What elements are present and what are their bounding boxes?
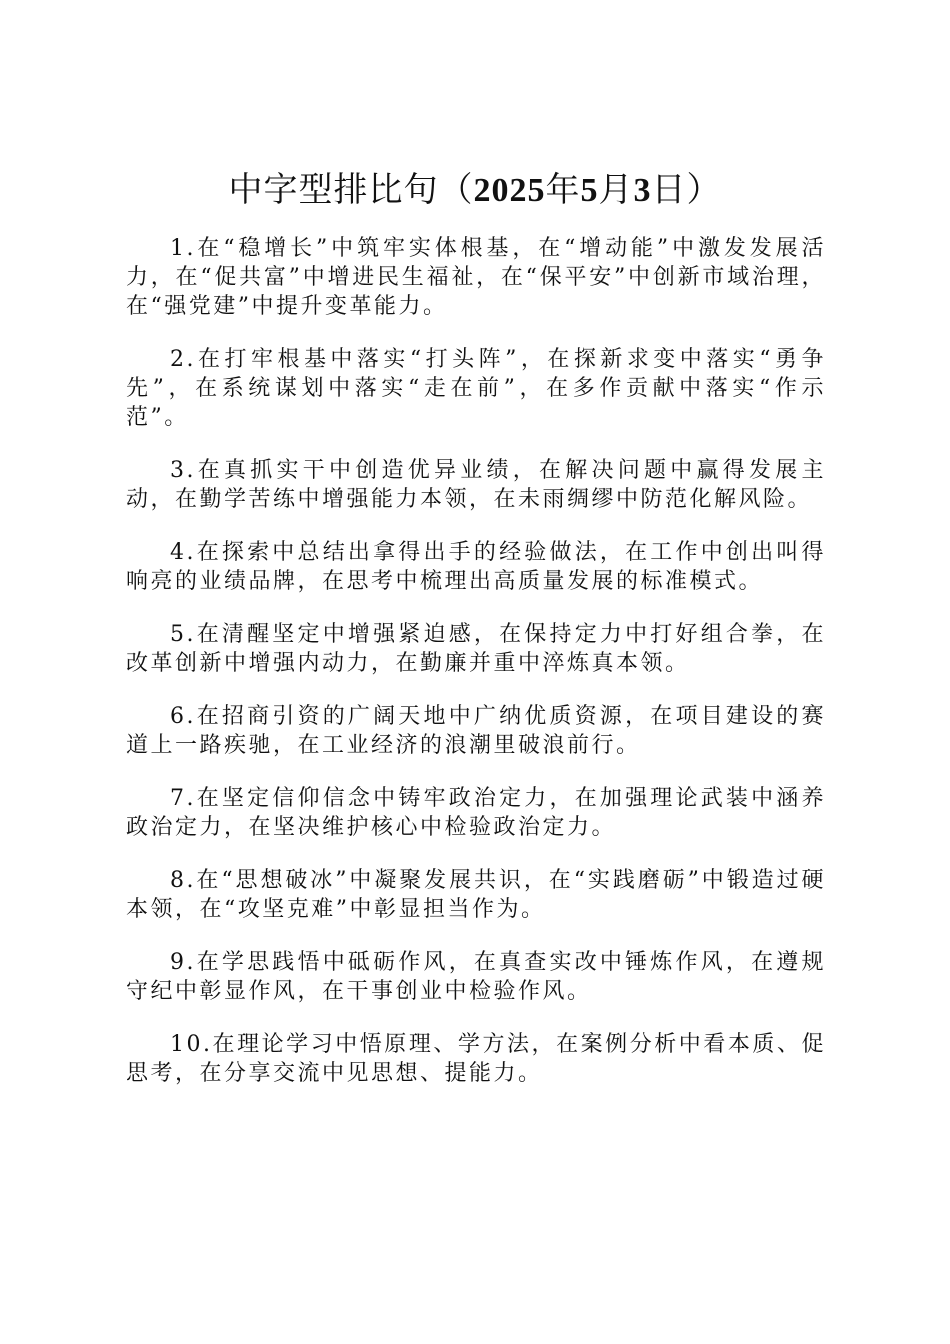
title-suffix: 日） (651, 170, 722, 210)
paragraph-4: 4.在探索中总结出拿得出手的经验做法，在工作中创出叫得响亮的业绩品牌，在思考中梳理出高质量发展的标准模式。 (126, 540, 826, 594)
title-month: 5 (580, 172, 599, 209)
title-year-unit: 年 (545, 170, 581, 210)
paragraph-2: 2.在打牢根基中落实“打头阵”，在探新求变中落实“勇争先”，在系统谋划中落实“走在前”，在多作贡献中落实“作示范”。 (126, 347, 826, 430)
paragraph-1: 1.在“稳增长”中筑牢实体根基，在“增动能”中激发发展活力，在“促共富”中增进民生福祉，在“保平安”中创新市域治理，在“强党建”中提升变革能力。 (126, 236, 826, 319)
document-body (126, 234, 826, 1112)
paragraph-6: 6.在招商引资的广阔天地中广纳优质资源，在项目建设的赛道上一路疾驰，在工业经济的浪潮里破浪前行。 (126, 704, 826, 758)
paragraph-9: 9.在学思践悟中砥砺作风，在真查实改中锤炼作风，在遵规守纪中彰显作风，在干事创业中检验作风。 (126, 950, 826, 1004)
title-month-unit: 月 (598, 170, 634, 210)
paragraph-8: 8.在“思想破冰”中凝聚发展共识，在“实践磨砺”中锻造过硬本领，在“攻坚克难”中彰显担当作为。 (126, 868, 826, 922)
paragraph-3: 3.在真抓实干中创造优异业绩，在解决问题中赢得发展主动，在勤学苦练中增强能力本领，在未雨绸缪中防范化解风险。 (126, 458, 826, 512)
title-day: 3 (633, 172, 652, 209)
paragraph-5: 5.在清醒坚定中增强紧迫感，在保持定力中打好组合拳，在改革创新中增强内动力，在勤廉并重中淬炼真本领。 (126, 622, 826, 676)
page-title (0, 168, 950, 213)
paragraph-7: 7.在坚定信仰信念中铸牢政治定力，在加强理论武装中涵养政治定力，在坚决维护核心中检验政治定力。 (126, 786, 826, 840)
title-prefix: 中字型排比句（ (228, 170, 474, 210)
paragraph-10: 10.在理论学习中悟原理、学方法，在案例分析中看本质、促思考，在分享交流中见思想、提能力。 (126, 1032, 826, 1086)
title-year: 2025 (473, 172, 546, 209)
